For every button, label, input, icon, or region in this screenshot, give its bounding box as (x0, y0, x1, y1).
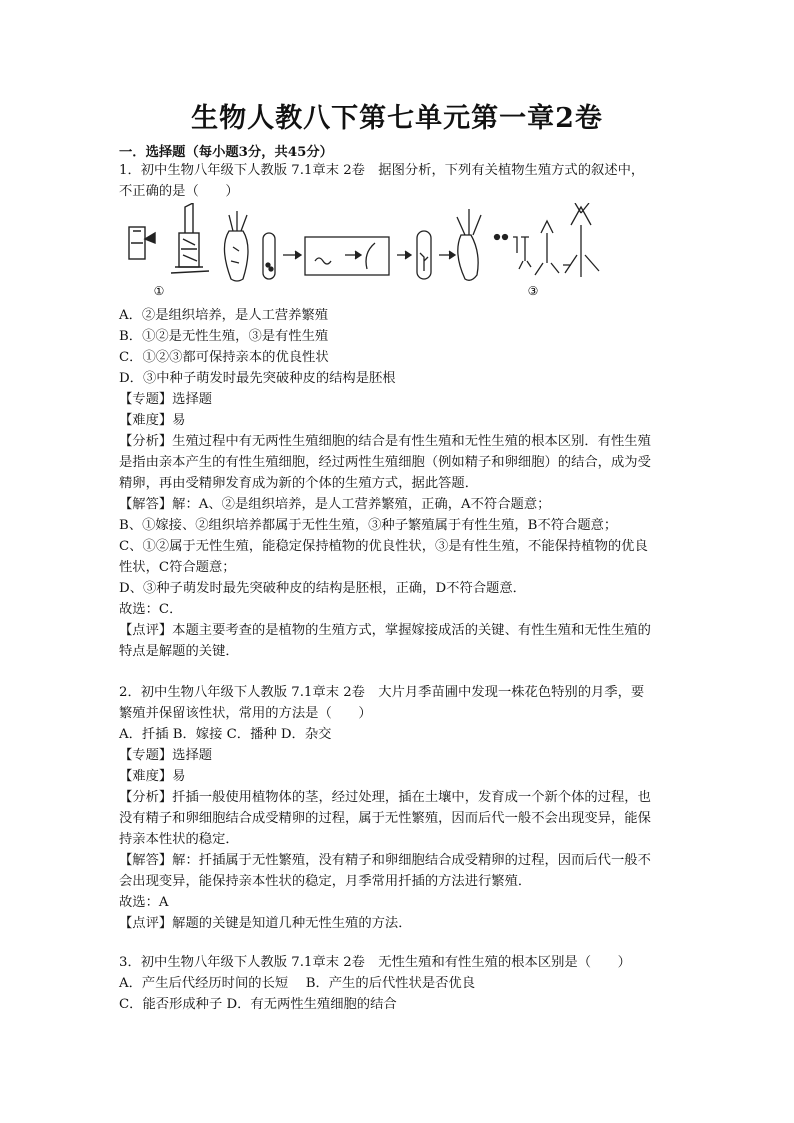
q1-analysis-line-1: 【分析】生殖过程中有无两性生殖细胞的结合是有性生殖和无性生殖的根本区别．有性生殖 (119, 434, 651, 449)
q1-stem-line-2: 不正确的是（ ） (119, 184, 239, 199)
q1-difficulty: 【难度】易 (119, 413, 186, 428)
seed-germination-illustration (495, 203, 600, 277)
q2-stem-line-2: 繁殖并保留该性状，常用的方法是（ ） (119, 706, 372, 721)
section-heading: 一．选择题（每小题3分，共45分） (119, 145, 333, 160)
tissue-culture-illustration (224, 209, 481, 281)
q1-option-d: D．③中种子萌发时最先突破种皮的结构是胚根 (119, 371, 396, 386)
q1-comment-line-1: 【点评】本题主要考查的是植物的生殖方式，掌握嫁接成活的关键、有性生殖和无性生殖的 (119, 623, 651, 638)
q1-option-c: C．①②③都可保持亲本的优良性状 (119, 350, 329, 365)
q1-choice: 故选：C． (119, 602, 183, 617)
q2-topic: 【专题】选择题 (119, 748, 213, 763)
q2-options: A．扦插 B．嫁接 C．播种 D．杂交 (119, 727, 332, 742)
q1-answer-line-1: 【解答】解：A、②是组织培养，是人工营养繁殖，正确，A不符合题意； (119, 497, 551, 512)
q1-option-a: A．②是组织培养，是人工营养繁殖 (119, 308, 329, 323)
q1-reproduction-figure (119, 203, 609, 299)
q1-comment-line-2: 特点是解题的关键． (119, 644, 239, 659)
q2-analysis-line-1: 【分析】扦插一般使用植物体的茎，经过处理，插在土壤中，发育成一个新个体的过程，也 (119, 790, 651, 805)
q1-answer-line-5: D、③种子萌发时最先突破种皮的结构是胚根，正确，D不符合题意． (119, 581, 526, 596)
q1-answer-line-2: B、①嫁接、②组织培养都属于无性生殖，③种子繁殖属于有性生殖，B不符合题意； (119, 518, 618, 533)
q1-topic: 【专题】选择题 (119, 392, 213, 407)
q1-analysis-line-2: 是指由亲本产生的有性生殖细胞，经过两性生殖细胞（例如精子和卵细胞）的结合，成为受 (119, 455, 651, 470)
q3-options-line-2: C．能否形成种子 D．有无两性生殖细胞的结合 (119, 997, 397, 1012)
q2-difficulty: 【难度】易 (119, 769, 186, 784)
q1-stem-line-1: 1．初中生物八年级下人教版 7.1章末 2卷 据图分析，下列有关植物生殖方式的叙述中， (119, 163, 645, 178)
q2-answer-line-1: 【解答】解：扦插属于无性繁殖，没有精子和卵细胞结合成受精卵的过程，因而后代一般不 (119, 853, 651, 868)
q2-analysis-line-2: 没有精子和卵细胞结合成受精卵的过程，属于无性繁殖，因而后代一般不会出现变异，能保 (119, 811, 651, 826)
q3-options-line-1: A．产生后代经历时间的长短 B．产生的后代性状是否优良 (119, 976, 476, 991)
q2-comment: 【点评】解题的关键是知道几种无性生殖的方法． (119, 916, 412, 931)
document-title: 生物人教八下第七单元第一章2卷 (191, 103, 603, 134)
q1-option-b: B．①②是无性生殖，③是有性生殖 (119, 329, 329, 344)
grafting-illustration (129, 203, 209, 273)
q2-choice: 故选：A (119, 895, 169, 910)
q1-answer-line-3: C、①②属于无性生殖，能稳定保持植物的优良性状，③是有性生殖，不能保持植物的优良 (119, 539, 648, 554)
figure-label-1: ① (153, 284, 165, 298)
q3-stem: 3．初中生物八年级下人教版 7.1章末 2卷 无性生殖和有性生殖的根本区别是（ ） (119, 955, 631, 970)
q2-analysis-line-3: 持亲本性状的稳定． (119, 832, 239, 847)
q1-analysis-line-3: 精卵，再由受精卵发育成为新的个体的生殖方式，据此答题． (119, 476, 479, 491)
q2-stem-line-1: 2．初中生物八年级下人教版 7.1章末 2卷 大片月季苗圃中发现一株花色特别的月季，要 (119, 685, 645, 700)
q2-answer-line-2: 会出现变异，能保持亲本性状的稳定，月季常用扦插的方法进行繁殖． (119, 874, 532, 889)
q1-answer-line-4: 性状，C符合题意； (119, 560, 236, 575)
figure-label-3: ③ (527, 284, 539, 298)
